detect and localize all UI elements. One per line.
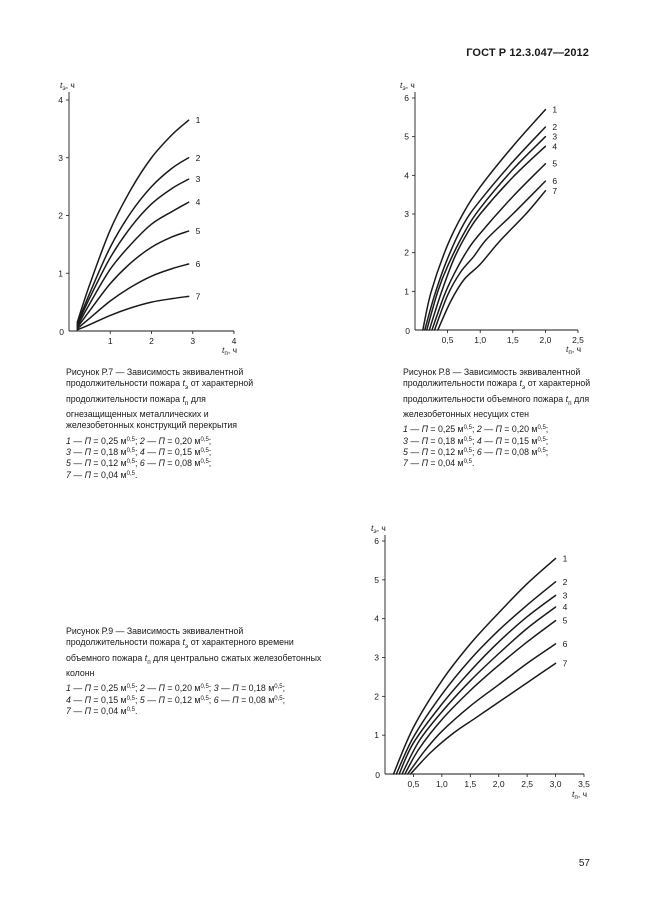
series-line-6 (408, 644, 556, 774)
x-tick-label: 2,0 (492, 779, 505, 789)
y-tick-label: 1 (58, 268, 63, 279)
y-tick-label: 2 (374, 691, 379, 702)
y-tick-label: 3 (374, 652, 379, 663)
y-axis-label: $t_э$, ч (60, 80, 75, 92)
series-line-7 (411, 663, 556, 774)
x-axis-label: $t_п$, ч (572, 789, 588, 801)
y-tick-label: 3 (404, 209, 409, 219)
series-label-7: 7 (552, 185, 558, 196)
page-number: 57 (578, 858, 590, 869)
figure-caption-p7 (66, 367, 258, 481)
legend-line: 1 — П = 0,25 $м^{0,5}$; 2 — П = 0,20 $м^{0,5}$; (403, 424, 549, 435)
series-label-4: 4 (562, 602, 568, 613)
y-tick-label: 2 (404, 247, 409, 258)
x-tick-label: 0,5 (441, 335, 454, 345)
x-tick-label: 1,0 (474, 335, 487, 345)
x-tick-label: 1 (107, 336, 113, 346)
legend-line: 5 — П = 0,12 $м^{0,5}$; 6 — П = 0,08 $м^{0,5}$; (66, 458, 212, 469)
y-tick-label: 4 (58, 95, 63, 105)
y-tick-label: 3 (58, 152, 63, 163)
origin-tick-label: 0 (405, 326, 410, 336)
series-label-6: 6 (562, 638, 568, 649)
series-label-4: 4 (552, 141, 558, 152)
y-tick-label: 5 (374, 574, 379, 585)
y-tick-label: 4 (374, 613, 379, 624)
caption-legend (66, 683, 324, 717)
series-label-7: 7 (562, 658, 568, 669)
x-tick-label: 4 (231, 336, 237, 346)
x-tick-label: 1,0 (435, 779, 448, 789)
x-tick-label: 3 (190, 336, 196, 346)
x-tick-label: 1,5 (506, 335, 519, 345)
x-tick-label: 2,0 (539, 335, 552, 345)
legend-line: 1 — П = 0,25 $м^{0,5}$; 2 — П = 0,20 $м^{0,5}$; (66, 435, 212, 446)
series-label-5: 5 (562, 615, 568, 626)
x-tick-label: 2,5 (572, 335, 584, 345)
y-tick-label: 5 (404, 131, 409, 142)
series-label-1: 1 (195, 115, 201, 126)
y-axis-label: $t_э$, ч (400, 80, 415, 92)
page-header-standard: ГОСТ Р 12.3.047—2012 (466, 47, 589, 59)
series-line-5 (405, 621, 556, 774)
series-label-3: 3 (562, 590, 568, 601)
plot-area (371, 523, 590, 801)
series-label-1: 1 (552, 104, 558, 115)
legend-line: 7 — П = 0,04 $м^{0,5}$. (403, 458, 475, 469)
caption-title: Рисунок Р.7 — Зависимость эквивалентной продолжительности пожара $t_э$ от характерной продолжительности пожара $t_п$ для огнезащищенных металлических и железобетонных конструкций перекрытия (66, 367, 254, 431)
series-label-5: 5 (195, 226, 201, 237)
series-label-3: 3 (195, 174, 201, 185)
origin-tick-label: 0 (375, 770, 380, 780)
series-label-5: 5 (552, 158, 558, 169)
figure-caption-p9 (66, 626, 324, 717)
legend-line: 7 — П = 0,04 $м^{0,5}$. (66, 705, 138, 716)
caption-legend (403, 424, 591, 470)
x-tick-label: 2,5 (521, 779, 534, 789)
legend-line: 7 — П = 0,04 $м^{0,5}$. (66, 469, 138, 480)
series-label-4: 4 (195, 197, 201, 208)
x-tick-label: 2 (149, 336, 154, 346)
y-tick-label: 1 (404, 286, 409, 297)
x-axis-label: $t_п$, ч (222, 345, 238, 357)
series-label-2: 2 (195, 152, 201, 163)
series-label-2: 2 (562, 576, 568, 587)
origin-tick-label: 0 (59, 327, 64, 337)
caption-title: Рисунок Р.9 — Зависимость эквивалентной продолжительности пожара $t_э$ от характерного времени объемного пожара $t_п$ для центрально сжатых железобетонных колонн (66, 626, 322, 678)
legend-line: 5 — П = 0,12 $м^{0,5}$; 6 — П = 0,08 $м^{0,5}$; (403, 446, 549, 457)
series-label-2: 2 (552, 122, 558, 132)
series-label-7: 7 (195, 291, 201, 302)
series-line-2 (396, 582, 555, 774)
x-tick-label: 3,0 (549, 779, 562, 789)
legend-line: 1 — П = 0,25 $м^{0,5}$; 2 — П = 0,20 $м^{0,5}$; 3 — П = 0,18 $м^{0,5}$; (66, 683, 286, 694)
caption-title: Рисунок Р.8 — Зависимость эквивалентной продолжительности пожара $t_э$ от характерной продолжительности объемного пожара $t_п$ для железобетонных несущих стен (403, 367, 591, 419)
x-axis-label: $t_п$, ч (566, 344, 582, 356)
y-tick-label: 4 (404, 170, 409, 181)
x-tick-label: 0,5 (407, 779, 420, 789)
y-tick-label: 6 (374, 536, 379, 546)
series-label-1: 1 (562, 553, 568, 564)
series-label-6: 6 (552, 176, 558, 187)
x-tick-label: 1,5 (464, 779, 477, 789)
series-label-3: 3 (552, 131, 558, 142)
series-label-6: 6 (195, 259, 201, 270)
legend-line: 4 — П = 0,15 $м^{0,5}$; 5 — П = 0,12 $м^{0,5}$; 6 — П = 0,08 $м^{0,5}$; (66, 694, 286, 705)
figure-caption-p8 (403, 367, 591, 470)
legend-line: 3 — П = 0,18 $м^{0,5}$; 4 — П = 0,15 $м^{0,5}$; (403, 435, 549, 446)
y-axis-label: $t_э$, ч (371, 523, 386, 535)
y-tick-label: 6 (404, 93, 409, 103)
series-line-4 (402, 607, 556, 774)
x-tick-label: 3,5 (578, 779, 590, 789)
y-tick-label: 1 (374, 730, 379, 741)
caption-legend (66, 436, 258, 482)
legend-line: 3 — П = 0,18 $м^{0,5}$; 4 — П = 0,15 $м^{0,5}$; (66, 446, 212, 457)
y-tick-label: 2 (58, 210, 63, 221)
